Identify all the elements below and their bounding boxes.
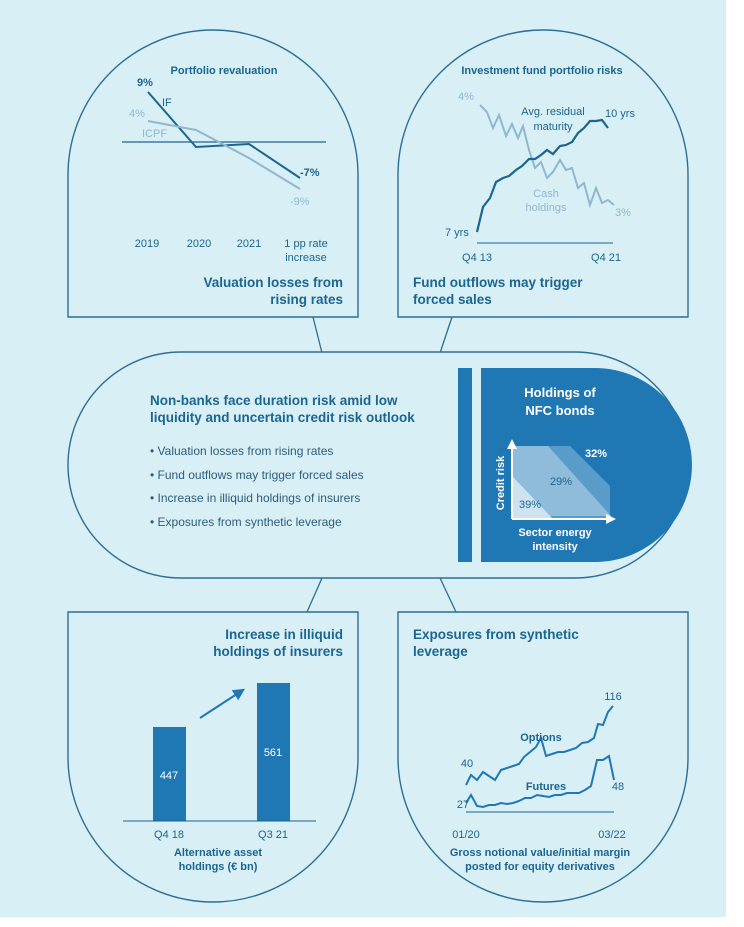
label-options-start: 40 bbox=[460, 758, 474, 770]
label-maturity-end: 10 yrs bbox=[605, 108, 635, 120]
series-name-futures: Futures bbox=[525, 781, 567, 793]
portfolio-revaluation-title: Portfolio revaluation bbox=[170, 65, 278, 77]
bar-value-q418: 447 bbox=[159, 770, 179, 782]
label-futures-end: 48 bbox=[611, 781, 625, 793]
label-icpf-end: -9% bbox=[290, 196, 310, 208]
tick-rate-line2: increase bbox=[285, 252, 327, 264]
label-if-start: 9% bbox=[137, 77, 153, 89]
series-name-if: IF bbox=[162, 97, 172, 109]
label-futures-start: 27 bbox=[456, 799, 470, 811]
caption-line: leverage bbox=[413, 644, 468, 659]
label-options-end: 116 bbox=[604, 691, 622, 703]
label-cash-end: 3% bbox=[615, 207, 631, 219]
caption-fund-outflows bbox=[413, 274, 653, 308]
series-name-cash-line2: holdings bbox=[525, 202, 567, 214]
caption-line: Valuation losses from bbox=[203, 275, 343, 290]
caption-line: holdings of insurers bbox=[213, 644, 343, 659]
x-label-line2: posted for equity derivatives bbox=[465, 861, 615, 873]
series-name-maturity-line1: Avg. residual bbox=[521, 106, 585, 118]
zone-mid-value: 29% bbox=[549, 476, 573, 488]
series-name-maturity-line2: maturity bbox=[533, 121, 573, 133]
caption-line: Exposures from synthetic bbox=[413, 627, 579, 642]
x-axis-label-line1: Sector energy bbox=[518, 527, 592, 539]
tick-0322: 03/22 bbox=[598, 829, 626, 841]
center-bullet-list bbox=[150, 444, 364, 538]
heading-line: liquidity and uncertain credit risk outlook bbox=[150, 410, 415, 425]
label-maturity-start: 7 yrs bbox=[445, 227, 469, 239]
label-if-end: -7% bbox=[300, 167, 320, 179]
tick-2020: 2020 bbox=[186, 238, 212, 250]
series-name-options: Options bbox=[520, 732, 562, 744]
bullet-item: • Exposures from synthetic leverage bbox=[150, 515, 364, 539]
bullet-item: • Increase in illiquid holdings of insurers bbox=[150, 491, 364, 515]
caption-line: rising rates bbox=[270, 292, 343, 307]
nfc-title-line1: Holdings of bbox=[524, 385, 596, 400]
tick-2021: 2021 bbox=[236, 238, 262, 250]
caption-synthetic-leverage bbox=[413, 626, 653, 660]
x-axis-label-line2: intensity bbox=[532, 541, 578, 553]
x-label-line2: holdings (€ bn) bbox=[178, 861, 258, 873]
tick-q418: Q4 18 bbox=[154, 829, 184, 841]
caption-illiquid-holdings bbox=[123, 626, 343, 660]
tick-rate-line1: 1 pp rate bbox=[284, 238, 328, 250]
x-label-line1: Gross notional value/initial margin bbox=[449, 847, 631, 859]
bar-value-q321: 561 bbox=[263, 747, 283, 759]
nfc-bonds-panel bbox=[458, 368, 692, 562]
bullet-item: • Valuation losses from rising rates bbox=[150, 444, 364, 468]
tick-q321: Q3 21 bbox=[258, 829, 288, 841]
x-label-line1: Alternative asset bbox=[173, 847, 263, 859]
tick-q421: Q4 21 bbox=[591, 252, 621, 264]
center-heading bbox=[150, 392, 450, 426]
series-name-cash-line1: Cash bbox=[533, 188, 559, 200]
bullet-item: • Fund outflows may trigger forced sales bbox=[150, 468, 364, 492]
separator-bar bbox=[458, 368, 472, 562]
y-axis-label: Credit risk bbox=[495, 455, 507, 511]
caption-line: forced sales bbox=[413, 292, 492, 307]
tick-2019: 2019 bbox=[134, 238, 160, 250]
label-icpf-start: 4% bbox=[129, 108, 145, 120]
zone-high-value: 32% bbox=[584, 448, 608, 460]
zone-low-value: 39% bbox=[518, 499, 542, 511]
tick-q413: Q4 13 bbox=[462, 252, 492, 264]
label-cash-start: 4% bbox=[458, 91, 474, 103]
nfc-title-line2: NFC bonds bbox=[525, 403, 595, 418]
caption-line: Fund outflows may trigger bbox=[413, 275, 583, 290]
fund-risks-title: Investment fund portfolio risks bbox=[461, 65, 623, 77]
tick-0120: 01/20 bbox=[452, 829, 480, 841]
heading-line: Non-banks face duration risk amid low bbox=[150, 393, 398, 408]
caption-valuation-losses bbox=[123, 274, 343, 308]
caption-line: Increase in illiquid bbox=[225, 627, 343, 642]
series-name-icpf: ICPF bbox=[142, 128, 168, 140]
